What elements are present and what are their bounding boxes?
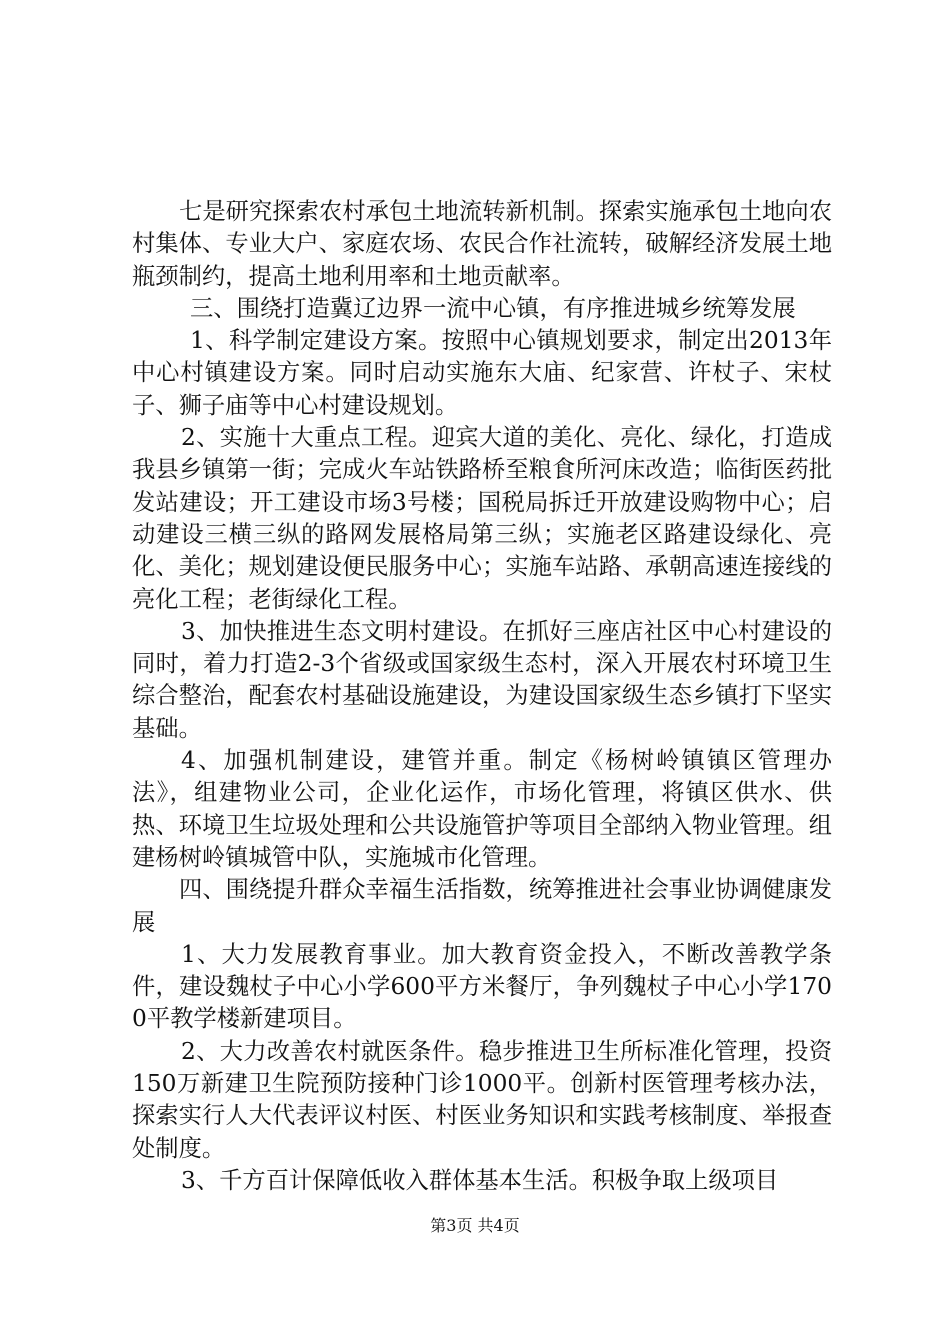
- document-body: [132, 196, 832, 1197]
- heading-section-three: 三、围绕打造冀辽边界一流中心镇，有序推进城乡统筹发展: [190, 294, 796, 322]
- paragraph-land-transfer: 七是研究探索农村承包土地流转新机制。探索实施承包土地向农村集体、专业大户、家庭农场、农民合作社流转，破解经济发展土地瓶颈制约，提高土地利用率和土地贡献率。: [132, 198, 832, 290]
- paragraph-mechanism: 4、加强机制建设，建管并重。制定《杨树岭镇镇区管理办法》，组建物业公司，企业化运作，市场化管理，将镇区供水、供热、环境卫生垃圾处理和公共设施管护等项目全部纳入物业管理。组建杨树岭镇城管中队，实施城市化管理。: [132, 747, 832, 871]
- paragraph-ten-projects: 2、实施十大重点工程。迎宾大道的美化、亮化、绿化，打造成我县乡镇第一街；完成火车站铁路桥至粮食所河床改造；临街医药批发站建设；开工建设市场3号楼；国税局拆迁开放建设购物中心；启动建设三横三纵的路网发展格局第三纵；实施老区路建设绿化、亮化、美化；规划建设便民服务中心；实施车站路、承朝高速连接线的亮化工程；老街绿化工程。: [132, 424, 832, 613]
- paragraph-education: 1、大力发展教育事业。加大教育资金投入，不断改善教学条件，建设魏杖子中心小学600平方米餐厅，争列魏杖子中心小学1700平教学楼新建项目。: [132, 940, 832, 1033]
- paragraph-eco-village: 3、加快推进生态文明村建设。在抓好三座店社区中心村建设的同时，着力打造2-3个省级或国家级生态村，深入开展农村环境卫生综合整治，配套农村基础设施建设，为建设国家级生态乡镇打下坚实基础。: [132, 617, 832, 742]
- page-footer: 第3页 共4页: [430, 1216, 520, 1235]
- heading-section-four: 四、围绕提升群众幸福生活指数，统筹推进社会事业协调健康发展: [132, 876, 832, 936]
- paragraph-medical: 2、大力改善农村就医条件。稳步推进卫生所标准化管理，投资150万新建卫生院预防接种门诊1000平。创新村医管理考核办法，探索实行人大代表评议村医、村医业务知识和实践考核制度、举报查处制度。: [132, 1037, 832, 1162]
- paragraph-low-income: 3、千方百计保障低收入群体基本生活。积极争取上级项目: [181, 1166, 779, 1194]
- paragraph-construction-plan: 1、科学制定建设方案。按照中心镇规划要求，制定出2013年中心村镇建设方案。同时启动实施东大庙、纪家营、许杖子、宋杖子、狮子庙等中心村建设规划。: [132, 327, 832, 419]
